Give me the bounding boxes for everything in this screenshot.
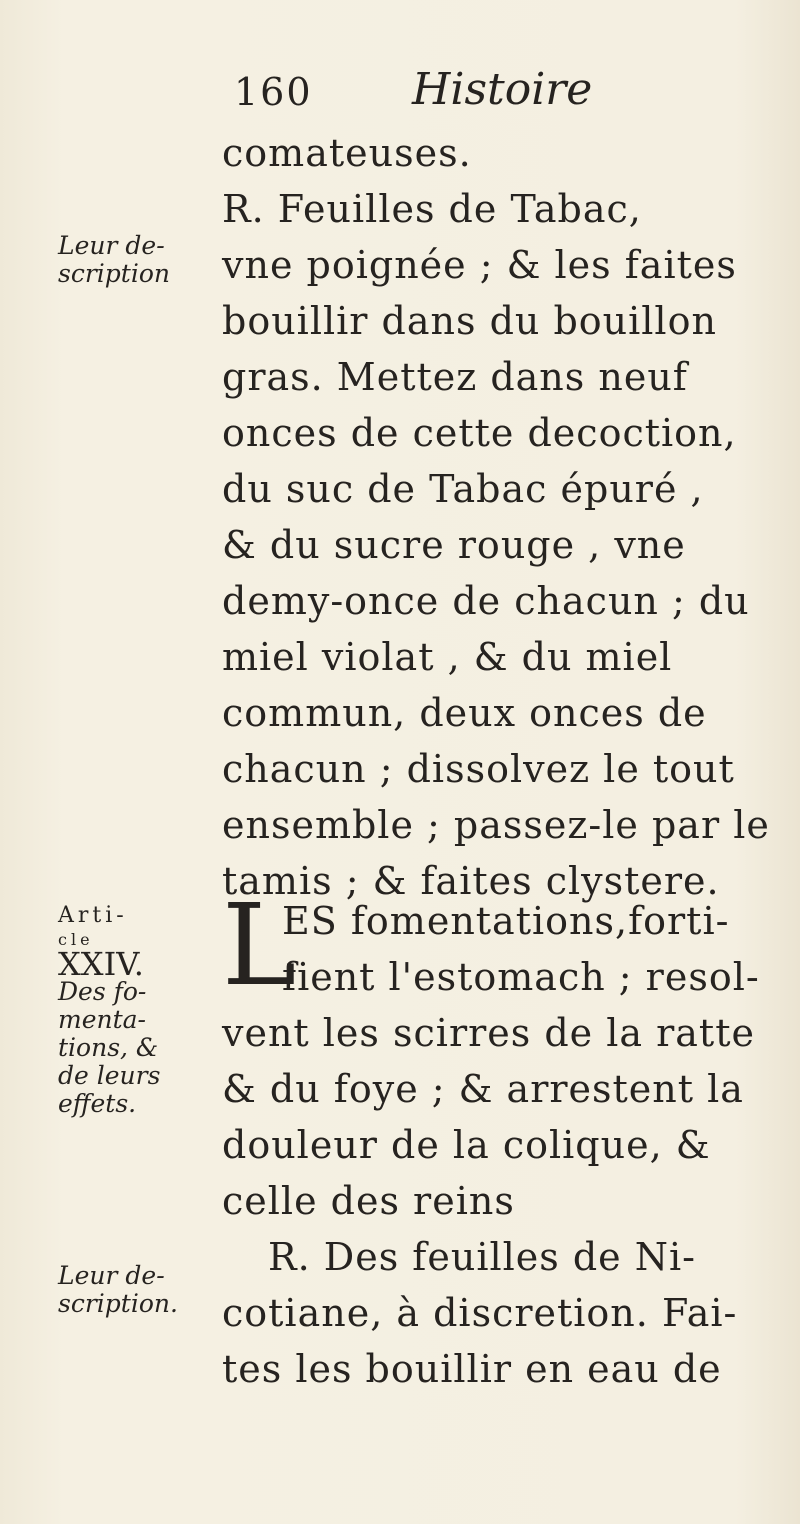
margin-note-line: Leur de- [58,1261,165,1290]
body-line: vent les scirres de la ratte [222,1011,755,1055]
body-line: cotiane, à discretion. Fai- [222,1291,738,1335]
margin-note-line: scription [58,259,170,288]
margin-note-line: Leur de- [58,231,165,260]
body-line: douleur de la colique, & [222,1123,711,1167]
body-line: du suc de Tabac épuré , [222,467,704,511]
margin-note-description-2 [58,1262,218,1318]
article-number: XXIV. [58,945,144,983]
article-label: Arti- [58,903,128,928]
body-line: celle des reins [222,1179,515,1223]
body-line: tamis ; & faites clystere. [222,859,720,903]
body-line: demy-once de chacun ; du [222,579,750,623]
body-line: ES fomentations,forti- [282,899,730,943]
body-line: ensemble ; passez-le par le [222,803,770,847]
margin-note-description-1 [58,232,218,288]
article-subject: de leurs [58,1061,161,1090]
body-line: fient l'estomach ; resol- [282,955,760,999]
body-line: gras. Mettez dans neuf [222,355,688,399]
body-line: commun, deux onces de [222,691,707,735]
body-line: R. Feuilles de Tabac, [222,187,642,231]
body-line: chacun ; dissolvez le tout [222,747,735,791]
article-subject: tions, & [58,1033,159,1062]
article-subject: Des fo- [58,977,147,1006]
article-label: cle [58,930,94,949]
margin-note-line: scription. [58,1289,178,1318]
body-line: & du sucre rouge , vne [222,523,686,567]
body-line: onces de cette decoction, [222,411,737,455]
page-number: 160 [234,70,313,114]
article-subject: menta- [58,1005,147,1034]
body-line: bouillir dans du bouillon [222,299,717,343]
body-line: comateuses. [222,131,472,175]
body-line: & du foye ; & arrestent la [222,1067,744,1111]
body-line: tes les bouillir en eau de [222,1347,722,1391]
body-line: vne poignée ; & les faites [222,243,737,287]
body-line: R. Des feuilles de Ni- [268,1235,696,1279]
running-title: Histoire [412,64,593,115]
margin-article-heading [58,902,218,1118]
body-line: miel violat , & du miel [222,635,673,679]
page-header [222,64,642,130]
drop-cap: L [222,881,297,1011]
article-subject: effets. [58,1089,137,1118]
